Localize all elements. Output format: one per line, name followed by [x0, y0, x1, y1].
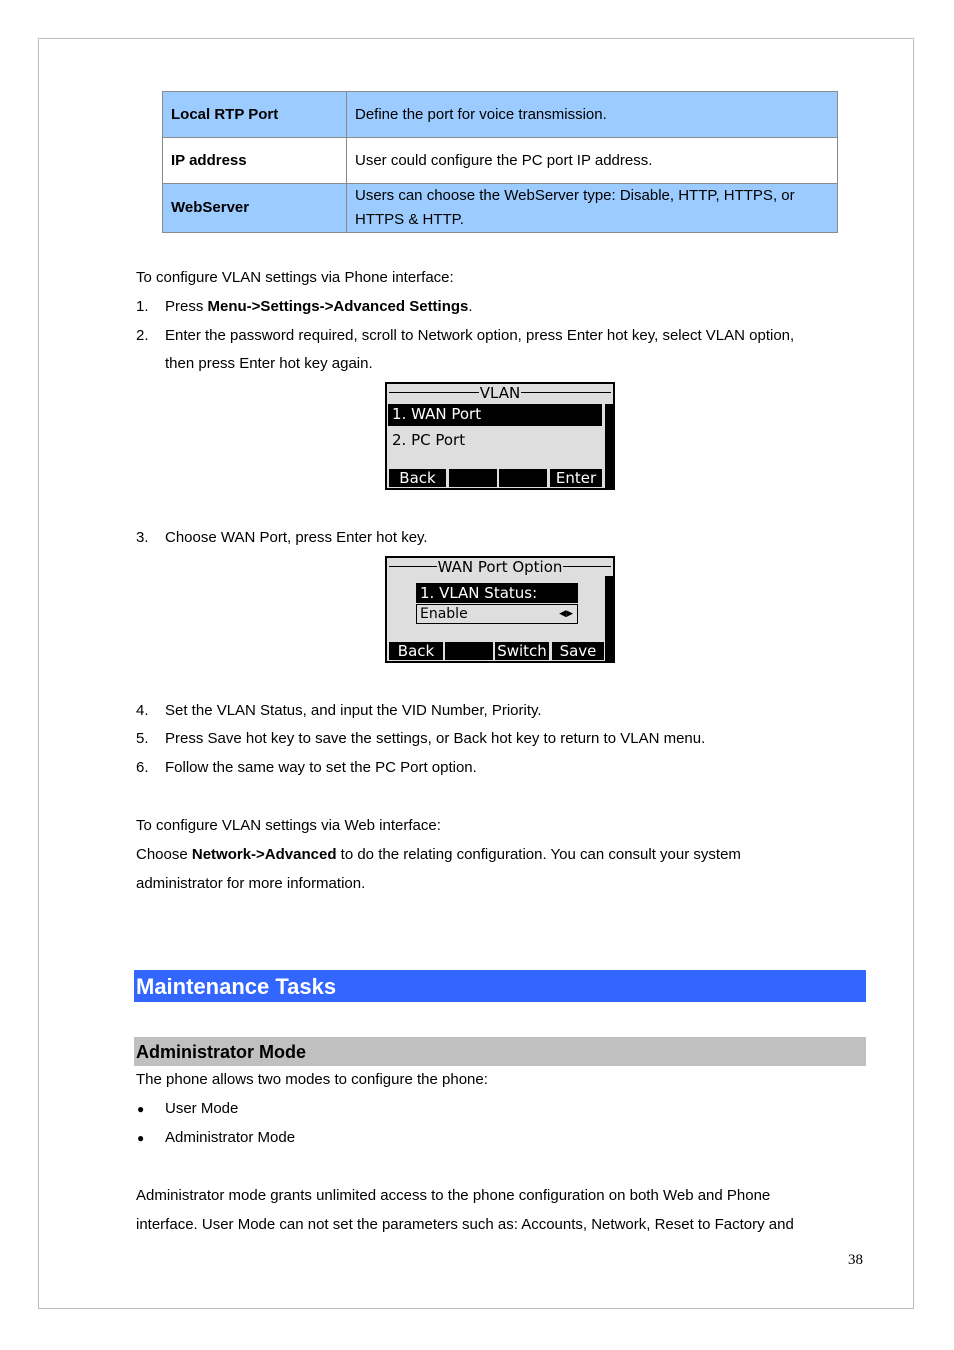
- step-number: 2.: [136, 327, 149, 344]
- softkey-back[interactable]: Back: [389, 642, 443, 660]
- table-row: [163, 92, 838, 138]
- table-row: [163, 138, 838, 184]
- bullet-item: User Mode: [165, 1100, 239, 1117]
- table-key: IP address: [163, 138, 347, 184]
- step-text: .: [468, 298, 473, 315]
- bullet-icon: ●: [137, 1102, 145, 1116]
- section-heading: Maintenance Tasks: [134, 970, 866, 1002]
- lcd-title: [387, 558, 613, 576]
- step-number: 4.: [136, 702, 149, 719]
- lcd-vlan-screen: [385, 382, 615, 490]
- step-5: Press Save hot key to save the settings, or Back hot key to return to VLAN menu.: [165, 730, 706, 747]
- vlan-status-field[interactable]: [416, 604, 578, 624]
- step-number: 5.: [136, 730, 149, 747]
- web-para-line2: administrator for more information.: [136, 875, 366, 892]
- softkey-switch[interactable]: Switch: [495, 642, 549, 660]
- step-2-line1: Enter the password required, scroll to Network option, press Enter hot key, select VLAN option,: [165, 327, 795, 344]
- step-number: 1.: [136, 298, 149, 315]
- lcd-title-text: VLAN: [479, 384, 521, 402]
- table-row: [163, 184, 838, 233]
- menu-path: Menu->Settings->Advanced Settings: [207, 298, 469, 315]
- table-key: WebServer: [163, 184, 347, 233]
- scrollbar: [605, 576, 613, 662]
- phone-intro: To configure VLAN settings via Phone interface:: [136, 269, 454, 286]
- table-value: Define the port for voice transmission.: [347, 92, 838, 138]
- field-value: Enable: [420, 606, 468, 622]
- bullet-item: Administrator Mode: [165, 1129, 296, 1146]
- softkey-enter[interactable]: Enter: [550, 469, 602, 487]
- parameter-table: [162, 91, 838, 233]
- menu-path: Network->Advanced: [191, 846, 337, 863]
- web-para-line1: [136, 846, 741, 864]
- bullet-icon: ●: [137, 1131, 145, 1145]
- subsection-heading: Administrator Mode: [134, 1037, 866, 1066]
- table-value: User could configure the PC port IP address.: [347, 138, 838, 184]
- softkey-back[interactable]: Back: [389, 469, 446, 487]
- table-value: Users can choose the WebServer type: Disable, HTTP, HTTPS, or HTTPS & HTTP.: [347, 184, 838, 233]
- lcd-title-text: WAN Port Option: [437, 558, 563, 576]
- lcd-title: [387, 384, 613, 402]
- step-1: [165, 298, 473, 316]
- softkey-empty[interactable]: [499, 469, 547, 487]
- table-key: Local RTP Port: [163, 92, 347, 138]
- scrollbar: [605, 404, 613, 488]
- para-text: to do the relating configuration. You can consult your system: [336, 846, 741, 863]
- admin-para-line1: Administrator mode grants unlimited access to the phone configuration on both Web and Phone: [136, 1187, 771, 1204]
- lcd-selected-item: 1. WAN Port: [388, 404, 602, 426]
- softkey-empty[interactable]: [449, 469, 497, 487]
- step-2-line2: then press Enter hot key again.: [165, 355, 373, 372]
- lcd-selected-item: 1. VLAN Status:: [416, 583, 578, 603]
- admin-para-line2: interface. User Mode can not set the parameters such as: Accounts, Network, Reset to Factory and: [136, 1216, 794, 1233]
- left-right-arrows-icon: ◀▶: [559, 609, 573, 619]
- admin-intro: The phone allows two modes to configure the phone:: [136, 1071, 488, 1088]
- softkey-save[interactable]: Save: [552, 642, 604, 660]
- step-3: Choose WAN Port, press Enter hot key.: [165, 529, 428, 546]
- step-number: 6.: [136, 759, 149, 776]
- step-6: Follow the same way to set the PC Port option.: [165, 759, 477, 776]
- para-text: Choose: [136, 846, 192, 863]
- web-intro: To configure VLAN settings via Web interface:: [136, 817, 441, 834]
- step-text: Press: [165, 298, 208, 315]
- lcd-item: 2. PC Port: [392, 431, 466, 449]
- lcd-wan-screen: [385, 556, 615, 663]
- step-number: 3.: [136, 529, 149, 546]
- step-4: Set the VLAN Status, and input the VID Number, Priority.: [165, 702, 542, 719]
- page-number: 38: [848, 1252, 863, 1268]
- softkey-empty[interactable]: [445, 642, 493, 660]
